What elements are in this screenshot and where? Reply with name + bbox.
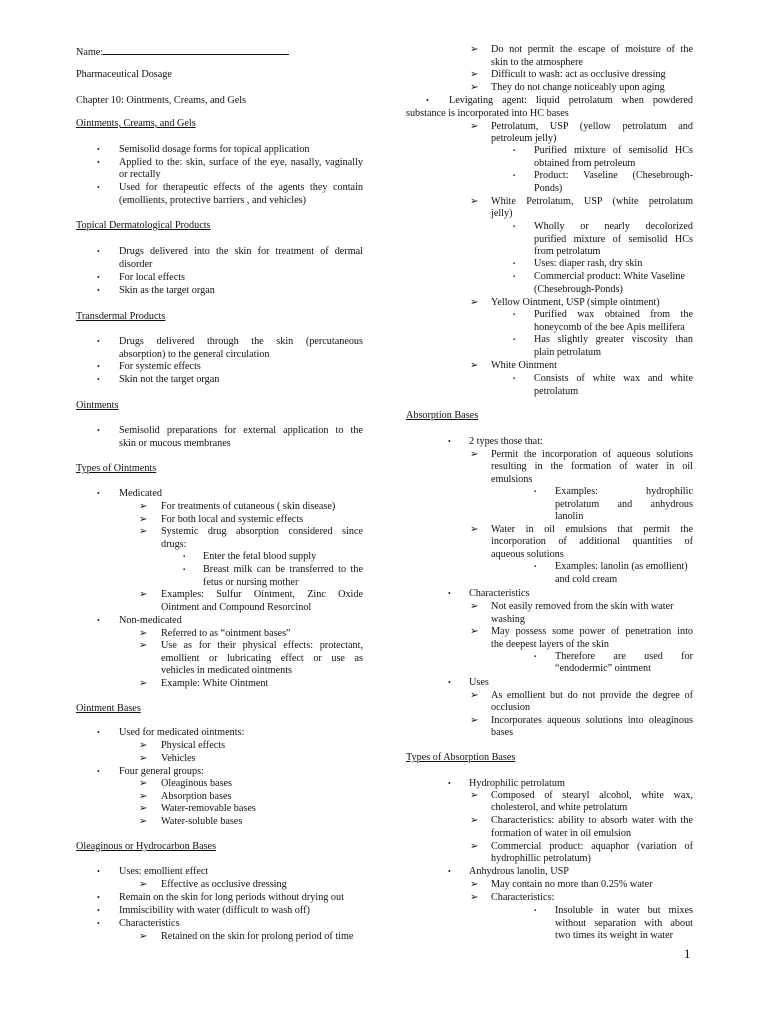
text-line: Systemic drug absorption considered since: [161, 526, 363, 537]
text-line: Characteristics: ability to absorb water with the: [491, 815, 693, 826]
square-bullet-icon: ▪: [183, 567, 186, 573]
arrow-bullet-icon: ➢: [139, 778, 148, 789]
name-field: [76, 44, 289, 60]
square-bullet-icon: ▪: [513, 173, 516, 179]
text-line: White Petrolatum, USP (white petrolatum: [491, 196, 693, 207]
text-line: from petrolatum: [534, 246, 601, 257]
text-line: Hydrophilic petrolatum: [469, 778, 565, 789]
text-line: Physical effects: [161, 740, 226, 751]
text-line: 2 types those that:: [469, 436, 543, 447]
text-line: two times its weight in water: [555, 930, 673, 941]
text-line: washing: [491, 614, 525, 625]
text-line: hydrophillic petrolatum): [491, 853, 591, 864]
text-line: absorption) to the general circulation: [119, 349, 270, 360]
text-line: Effective as occlusive dressing: [161, 879, 287, 890]
bullet-icon: •: [426, 96, 429, 105]
text-line: aqueous solutions: [491, 549, 564, 560]
text-line: Oleaginous bases: [161, 778, 233, 789]
bullet-icon: •: [97, 337, 100, 346]
text-line: honeycomb of the bee Apis mellifera: [534, 322, 685, 333]
text-line: Wholly or nearly decolorized: [534, 221, 693, 232]
text-line: resulting in the formation of water in oil: [491, 461, 693, 472]
text-line: Examples: lanolin (as emollient): [555, 561, 688, 572]
bullet-icon: •: [97, 867, 100, 876]
bullet-icon: •: [97, 767, 100, 776]
bullet-icon: •: [97, 183, 100, 192]
text-line: Water in oil emulsions that permit the: [491, 524, 693, 535]
arrow-bullet-icon: ➢: [470, 690, 479, 701]
text-line: Purified mixture of semisolid HCs: [534, 145, 693, 156]
arrow-bullet-icon: ➢: [470, 82, 479, 93]
square-bullet-icon: ▪: [513, 224, 516, 230]
text-line: Water-removable bases: [161, 803, 256, 814]
text-line: Example: White Ointment: [161, 678, 269, 689]
text-line: emulsions: [491, 474, 533, 485]
text-line: Consists of white wax and white: [534, 373, 693, 384]
name-label: Name:: [76, 47, 104, 58]
section-heading: Topical Dermatological Products: [76, 220, 211, 231]
bullet-icon: •: [97, 906, 100, 915]
section-heading: Ointments, Creams, and Gels: [76, 118, 196, 129]
text-line: (Chesebrough-Ponds): [534, 284, 623, 295]
text-line: Applied to the: skin, surface of the eye, nasally, vaginally: [119, 157, 363, 168]
text-line: Medicated: [119, 488, 162, 499]
text-line: Characteristics:: [491, 892, 555, 903]
arrow-bullet-icon: ➢: [470, 196, 479, 207]
arrow-bullet-icon: ➢: [139, 501, 148, 512]
text-line: Yellow Ointment, USP (simple ointment): [491, 297, 660, 308]
arrow-bullet-icon: ➢: [139, 753, 148, 764]
square-bullet-icon: ▪: [513, 337, 516, 343]
section-heading: Ointments: [76, 400, 119, 411]
arrow-bullet-icon: ➢: [470, 815, 479, 826]
bullet-icon: •: [97, 728, 100, 737]
text-line: Commercial product: aquaphor (variation of: [491, 841, 693, 852]
text-line: skin to the atmosphere: [491, 57, 583, 68]
arrow-bullet-icon: ➢: [139, 628, 148, 639]
text-line: They do not change noticeably upon aging: [491, 82, 665, 93]
text-line: substance is incorporated into HC bases: [406, 108, 569, 119]
text-line: obtained from petroleum: [534, 158, 636, 169]
arrow-bullet-icon: ➢: [139, 589, 148, 600]
bullet-icon: •: [97, 919, 100, 928]
course-title: Pharmaceutical Dosage: [76, 69, 172, 80]
bullet-icon: •: [97, 375, 100, 384]
square-bullet-icon: ▪: [183, 554, 186, 560]
text-line: Difficult to wash: act as occlusive dressing: [491, 69, 666, 80]
text-line: Absorption bases: [161, 791, 232, 802]
bullet-icon: •: [448, 437, 451, 446]
arrow-bullet-icon: ➢: [470, 360, 479, 371]
text-line: Semisolid preparations for external application to the: [119, 425, 363, 436]
arrow-bullet-icon: ➢: [139, 791, 148, 802]
text-line: Breast milk can be transferred to the: [203, 564, 363, 575]
text-line: Characteristics: [119, 918, 180, 929]
square-bullet-icon: ▪: [513, 376, 516, 382]
bullet-icon: •: [97, 286, 100, 295]
arrow-bullet-icon: ➢: [470, 841, 479, 852]
arrow-bullet-icon: ➢: [139, 514, 148, 525]
text-line: Incorporates aqueous solutions into oleaginous: [491, 715, 693, 726]
text-line: Used for medicated ointments:: [119, 727, 245, 738]
text-line: Skin as the target organ: [119, 285, 215, 296]
text-line: Used for therapeutic effects of the agents they contain: [119, 182, 363, 193]
arrow-bullet-icon: ➢: [139, 678, 148, 689]
text-line: fetus or nursing mother: [203, 577, 299, 588]
square-bullet-icon: ▪: [534, 489, 537, 495]
text-line: Purified wax obtained from the: [534, 309, 693, 320]
text-line: Skin not the target organ: [119, 374, 220, 385]
text-line: Semisolid dosage forms for topical application: [119, 144, 310, 155]
text-line: without separation with about: [555, 918, 693, 929]
text-line: Retained on the skin for prolong period of time: [161, 931, 354, 942]
bullet-icon: •: [97, 145, 100, 154]
text-line: Drugs delivered through the skin (percutaneous: [119, 336, 363, 347]
text-line: petroleum jelly): [491, 133, 557, 144]
text-line: Composed of stearyl alcohol, white wax,: [491, 790, 693, 801]
square-bullet-icon: ▪: [513, 148, 516, 154]
text-line: For both local and systemic effects: [161, 514, 304, 525]
arrow-bullet-icon: ➢: [139, 740, 148, 751]
bullet-icon: •: [448, 779, 451, 788]
text-line: Uses: [469, 677, 489, 688]
arrow-bullet-icon: ➢: [470, 790, 479, 801]
text-line: or rectally: [119, 169, 161, 180]
text-line: Therefore are used for: [555, 651, 693, 662]
text-line: Four general groups:: [119, 766, 204, 777]
square-bullet-icon: ▪: [534, 908, 537, 914]
section-heading: Absorption Bases: [406, 410, 479, 421]
text-line: For systemic effects: [119, 361, 201, 372]
text-line: Ointment and Compound Resorcinol: [161, 602, 312, 613]
text-line: Remain on the skin for long periods without drying out: [119, 892, 344, 903]
chapter-title: Chapter 10: Ointments, Creams, and Gels: [76, 95, 247, 106]
text-line: occlusion: [491, 702, 531, 713]
text-line: Has slightly greater viscosity than: [534, 334, 693, 345]
text-line: Water-soluble bases: [161, 816, 243, 827]
text-line: drugs:: [161, 539, 187, 550]
square-bullet-icon: ▪: [513, 312, 516, 318]
text-line: May possess some power of penetration into: [491, 626, 693, 637]
section-heading: Oleaginous or Hydrocarbon Bases: [76, 841, 217, 852]
bullet-icon: •: [448, 867, 451, 876]
square-bullet-icon: ▪: [513, 261, 516, 267]
bullet-icon: •: [448, 678, 451, 687]
bullet-icon: •: [97, 362, 100, 371]
text-line: cholesterol, and white petrolatum: [491, 802, 628, 813]
square-bullet-icon: ▪: [513, 274, 516, 280]
text-line: May contain no more than 0.25% water: [491, 879, 653, 890]
text-line: plain petrolatum: [534, 347, 602, 358]
text-line: Insoluble in water but mixes: [555, 905, 693, 916]
text-line: and cold cream: [555, 574, 618, 585]
text-line: petrolatum and anhydrous: [555, 499, 693, 510]
text-line: Not easily removed from the skin with water: [491, 601, 674, 612]
text-line: Ponds): [534, 183, 563, 194]
section-heading: Types of Absorption Bases: [406, 752, 516, 763]
page-number: 1: [684, 946, 691, 961]
text-line: the deepest layers of the skin: [491, 639, 609, 650]
text-line: Use as for their physical effects: protectant,: [161, 640, 363, 651]
text-line: Anhydrous lanolin, USP: [469, 866, 569, 877]
text-line: As emollient but do not provide the degree of: [491, 690, 693, 701]
bullet-icon: •: [97, 426, 100, 435]
arrow-bullet-icon: ➢: [470, 892, 479, 903]
arrow-bullet-icon: ➢: [139, 879, 148, 890]
section-heading: Types of Ointments: [76, 463, 157, 474]
text-line: Characteristics: [469, 588, 530, 599]
text-line: disorder: [119, 259, 153, 270]
bullet-icon: •: [97, 616, 100, 625]
name-blank-line: [103, 44, 289, 55]
bullet-icon: •: [97, 489, 100, 498]
arrow-bullet-icon: ➢: [470, 297, 479, 308]
text-line: Commercial product: White Vaseline: [534, 271, 685, 282]
text-line: Enter the fetal blood supply: [203, 551, 317, 562]
arrow-bullet-icon: ➢: [139, 931, 148, 942]
text-line: purified mixture of semisolid HCs: [534, 234, 693, 245]
arrow-bullet-icon: ➢: [470, 879, 479, 890]
text-line: Referred to as “ointment bases”: [161, 628, 291, 639]
section-heading: Transdermal Products: [76, 311, 166, 322]
text-line: emollient or lubricating effect or use as: [161, 653, 363, 664]
arrow-bullet-icon: ➢: [470, 69, 479, 80]
arrow-bullet-icon: ➢: [139, 803, 148, 814]
arrow-bullet-icon: ➢: [470, 44, 479, 55]
text-line: incorporation of additional quantities of: [491, 536, 693, 547]
arrow-bullet-icon: ➢: [470, 449, 479, 460]
bullet-icon: •: [97, 273, 100, 282]
arrow-bullet-icon: ➢: [470, 121, 479, 132]
text-line: skin or mucous membranes: [119, 438, 231, 449]
arrow-bullet-icon: ➢: [139, 816, 148, 827]
arrow-bullet-icon: ➢: [470, 715, 479, 726]
text-line: lanolin: [555, 511, 584, 522]
bullet-icon: •: [97, 158, 100, 167]
text-line: vehicles in medicated ointments: [161, 665, 292, 676]
text-line: For local effects: [119, 272, 186, 283]
text-line: Examples: Sulfur Ointment, Zinc Oxide: [161, 589, 363, 600]
text-line: bases: [491, 727, 514, 738]
text-line: formation of water in oil emulsion: [491, 828, 632, 839]
text-line: “endodermic” ointment: [555, 663, 651, 674]
text-line: Vehicles: [161, 753, 196, 764]
text-line: Non-medicated: [119, 615, 182, 626]
arrow-bullet-icon: ➢: [470, 626, 479, 637]
bullet-icon: •: [97, 893, 100, 902]
text-line: petrolatum: [534, 386, 579, 397]
text-line: Uses: emollient effect: [119, 866, 209, 877]
arrow-bullet-icon: ➢: [470, 524, 479, 535]
text-line: Uses: diaper rash, dry skin: [534, 258, 643, 269]
text-line: Petrolatum, USP (yellow petrolatum and: [491, 121, 693, 132]
text-line: Do not permit the escape of moisture of the: [491, 44, 693, 55]
arrow-bullet-icon: ➢: [139, 640, 148, 651]
square-bullet-icon: ▪: [534, 564, 537, 570]
section-heading: Ointment Bases: [76, 703, 141, 714]
bullet-icon: •: [97, 247, 100, 256]
text-line: Examples: hydrophilic: [555, 486, 693, 497]
text-line: Levigating agent: liquid petrolatum when powdered: [449, 95, 693, 106]
text-line: Permit the incorporation of aqueous solutions: [491, 449, 693, 460]
text-line: White Ointment: [491, 360, 557, 371]
square-bullet-icon: ▪: [534, 654, 537, 660]
text-line: For treatments of cutaneous ( skin disease): [161, 501, 336, 512]
text-line: Drugs delivered into the skin for treatment of dermal: [119, 246, 363, 257]
bullet-icon: •: [448, 589, 451, 598]
text-line: Product: Vaseline (Chesebrough-: [534, 170, 693, 181]
text-line: (emollients, protective barriers , and vehicles): [119, 195, 306, 206]
arrow-bullet-icon: ➢: [470, 601, 479, 612]
arrow-bullet-icon: ➢: [139, 526, 148, 537]
text-line: Immiscibility with water (difficult to wash off): [119, 905, 310, 916]
text-line: jelly): [491, 208, 513, 219]
